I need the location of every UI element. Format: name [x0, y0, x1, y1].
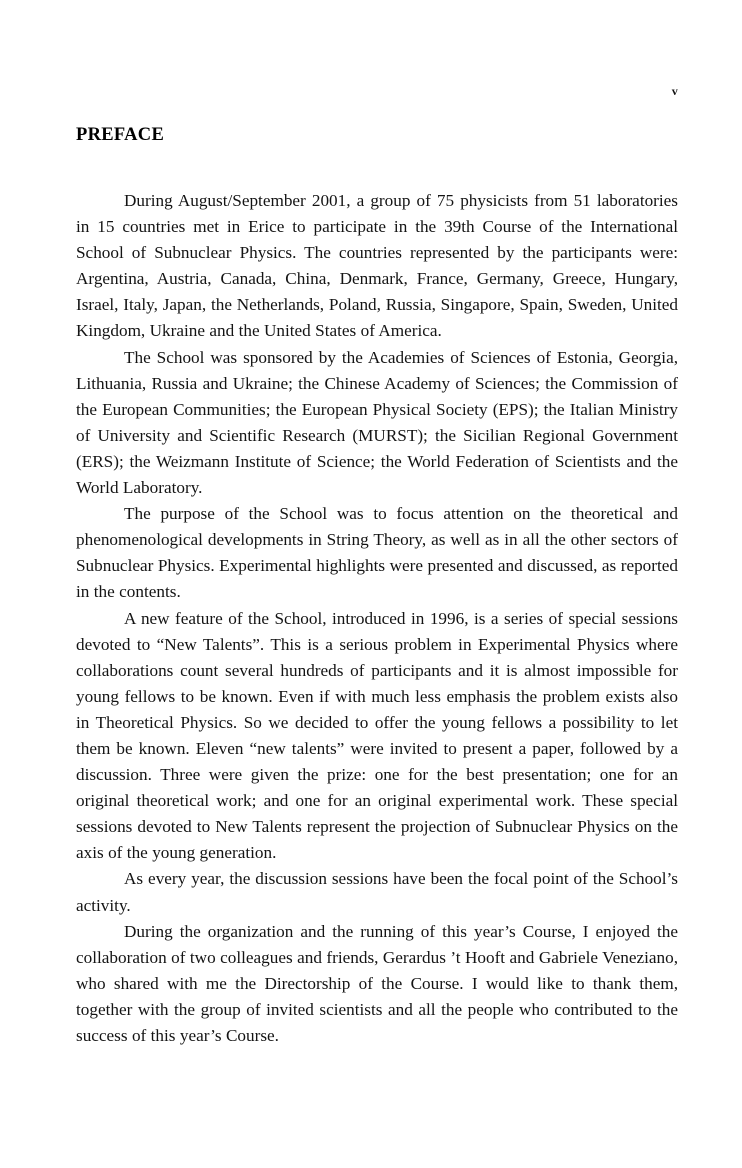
page-number: v	[671, 84, 678, 98]
paragraph: As every year, the discussion sessions have been the focal point of the School’s activity.	[76, 869, 678, 915]
paragraph: The School was sponsored by the Academies of Sciences of Estonia, Georgia, Lithuania, Russia and Ukraine; the Chinese Academy of Sciences; the Commission of the European Communities; the European Physical Society (EPS); the Italian Ministry of University and Scientific Research (MURST); the Sicilian Regional Government (ERS); the Weizmann Institute of Science; the World Federation of Scientists and the World Laboratory.	[76, 347, 678, 498]
paragraph: During the organization and the running of this year’s Course, I enjoyed the collaboration of two colleagues and friends, Gerardus ’t Hooft and Gabriele Veneziano, who shared with me the Directorship of the Course. I would like to thank them, together with the group of invited scientists and all the people who contributed to the success of this year’s Course.	[76, 921, 678, 1045]
page-title: PREFACE	[76, 125, 165, 145]
paragraph: During August/September 2001, a group of 75 physicists from 51 laboratories in 15 countries met in Erice to participate in the 39th Course of the International School of Subnuclear Physics. The countries represented by the participants were: Argentina, Austria, Canada, China, Denmark, France, Germany, Greece, Hungary, Israel, Italy, Japan, the Netherlands, Poland, Russia, Singapore, Spain, Sweden, United Kingdom, Ukraine and the United States of America.	[76, 191, 678, 341]
text-column	[76, 124, 678, 1049]
body-text	[76, 188, 678, 1049]
paragraph: The purpose of the School was to focus attention on the theoretical and phenomenological developments in String Theory, as well as in all the other sectors of Subnuclear Physics. Experimental highlights were presented and discussed, as reported in the contents.	[76, 504, 678, 602]
paragraph: A new feature of the School, introduced in 1996, is a series of special sessions devoted to “New Talents”. This is a serious problem in Experimental Physics where collaborations count several hundreds of participants and it is almost impossible for young fellows to be known. Even if with much less emphasis the problem exists also in Theoretical Physics. So we decided to offer the young fellows a possibility to let them be known. Eleven “new talents” were invited to present a paper, followed by a discussion. Three were given the prize: one for the best presentation; one for an original theoretical work; and one for an original experimental work. These special sessions devoted to New Talents represent the projection of Subnuclear Physics on the axis of the young generation.	[76, 608, 678, 863]
